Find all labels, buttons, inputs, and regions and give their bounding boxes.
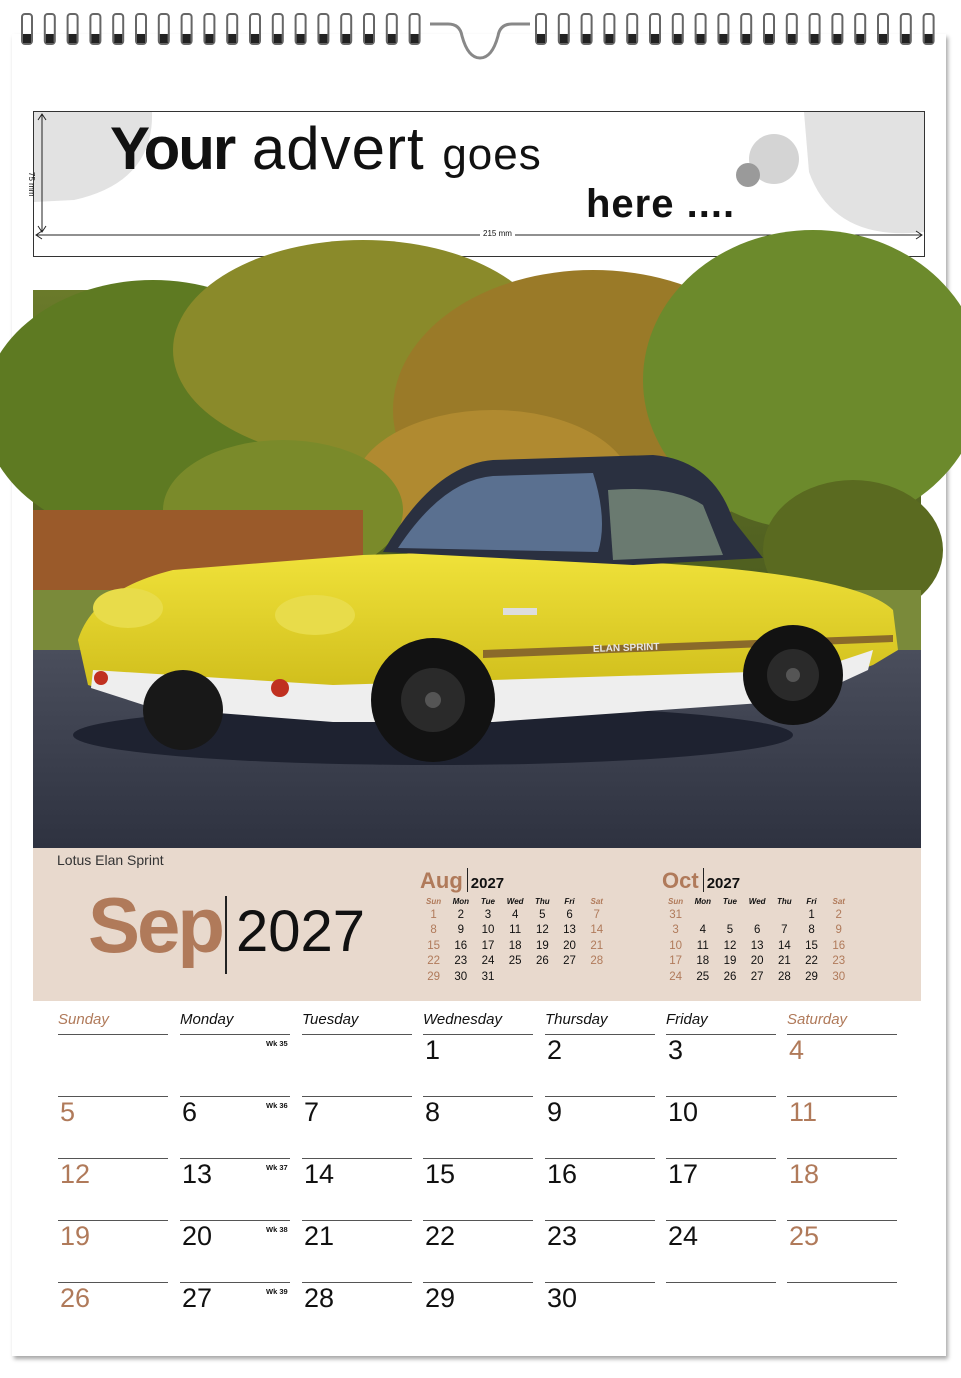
day-cell-divider bbox=[302, 1034, 412, 1035]
day-cell[interactable]: 20 bbox=[182, 1221, 213, 1251]
mini-day: 24 bbox=[481, 955, 495, 968]
mini-next-year: 2027 bbox=[706, 875, 741, 892]
day-cell-divider bbox=[180, 1034, 290, 1035]
weekday-header: Thursday bbox=[545, 1011, 608, 1028]
mini-day-name: Sun bbox=[668, 897, 684, 906]
day-cell[interactable]: 26 bbox=[60, 1283, 91, 1313]
day-cell[interactable]: 25 bbox=[789, 1221, 820, 1251]
week-number: Wk 37 bbox=[266, 1163, 288, 1172]
day-cell[interactable]: 27 bbox=[182, 1283, 213, 1313]
advert-line2: here .... bbox=[586, 182, 736, 226]
mini-day: 11 bbox=[509, 924, 522, 937]
advert-word-advert: advert bbox=[251, 115, 425, 182]
mini-day: 14 bbox=[777, 939, 791, 952]
mini-day: 19 bbox=[535, 939, 549, 952]
mini-day bbox=[771, 908, 798, 923]
mini-day: 16 bbox=[454, 939, 468, 952]
mini-day: 4 bbox=[511, 909, 519, 921]
mini-day: 18 bbox=[696, 955, 710, 968]
mini-day: 17 bbox=[481, 939, 495, 952]
mini-day: 13 bbox=[563, 924, 576, 937]
mini-day: 1 bbox=[430, 909, 437, 921]
mini-day: 10 bbox=[481, 924, 495, 937]
mini-day bbox=[502, 970, 529, 985]
mini-day: 27 bbox=[563, 955, 576, 968]
mini-day: 19 bbox=[723, 955, 737, 968]
mini-day-name: Sat bbox=[832, 897, 845, 906]
advert-width-dimension: 215 mm bbox=[480, 229, 515, 238]
mini-prev-year: 2027 bbox=[470, 875, 505, 892]
week-number: Wk 36 bbox=[266, 1101, 288, 1110]
mini-day: 21 bbox=[777, 955, 791, 968]
day-cell[interactable]: 7 bbox=[304, 1097, 320, 1127]
mini-day: 12 bbox=[723, 939, 737, 952]
mini-day: 13 bbox=[750, 939, 764, 952]
advert-height-dimension: 75 mm bbox=[27, 172, 36, 197]
mini-day: 9 bbox=[835, 924, 842, 937]
mini-day: 25 bbox=[508, 955, 522, 968]
mini-day-name: Mon bbox=[694, 897, 711, 906]
mini-day: 7 bbox=[781, 924, 788, 937]
day-cell-divider bbox=[787, 1282, 897, 1283]
mini-day: 11 bbox=[696, 939, 709, 952]
mini-day: 12 bbox=[535, 924, 549, 937]
week-number: Wk 38 bbox=[266, 1225, 288, 1234]
mini-day: 4 bbox=[699, 924, 706, 937]
mini-day-name: Wed bbox=[748, 897, 766, 906]
day-cell[interactable]: 21 bbox=[304, 1221, 335, 1251]
mini-day-name: Thu bbox=[777, 897, 792, 906]
day-cell[interactable]: 4 bbox=[789, 1035, 805, 1065]
day-cell[interactable]: 24 bbox=[668, 1221, 699, 1251]
mini-prev-month: Aug bbox=[420, 868, 463, 893]
month-separator bbox=[225, 896, 227, 974]
week-number: Wk 39 bbox=[266, 1287, 288, 1296]
mini-day: 10 bbox=[669, 939, 682, 952]
day-cell[interactable]: 12 bbox=[60, 1159, 91, 1189]
mini-day: 26 bbox=[723, 970, 737, 983]
week-number: Wk 35 bbox=[266, 1039, 288, 1048]
mini-day: 20 bbox=[563, 939, 576, 952]
mini-day bbox=[556, 970, 583, 985]
day-cell[interactable]: 3 bbox=[668, 1035, 684, 1065]
day-cell[interactable]: 19 bbox=[60, 1221, 91, 1251]
mini-day: 29 bbox=[427, 970, 440, 983]
mini-day: 8 bbox=[808, 924, 815, 937]
day-cell[interactable]: 1 bbox=[425, 1035, 441, 1065]
mini-next-month: Oct bbox=[662, 868, 699, 893]
mini-day: 14 bbox=[590, 924, 604, 937]
mini-day: 18 bbox=[508, 939, 522, 952]
mini-day bbox=[529, 970, 556, 985]
mini-day: 8 bbox=[430, 924, 437, 937]
mini-day: 16 bbox=[832, 939, 846, 952]
mini-day: 27 bbox=[750, 970, 764, 983]
mini-day: 24 bbox=[669, 970, 682, 983]
day-cell[interactable]: 18 bbox=[789, 1159, 820, 1189]
mini-day-name: Thu bbox=[535, 897, 550, 906]
mini-day: 2 bbox=[457, 909, 464, 921]
day-cell[interactable]: 29 bbox=[425, 1283, 456, 1313]
mini-day-name: Tue bbox=[722, 897, 737, 906]
mini-day: 23 bbox=[832, 955, 846, 968]
advert-word-your: Your bbox=[110, 115, 235, 182]
photo-caption: Lotus Elan Sprint bbox=[57, 852, 164, 868]
mini-day: 23 bbox=[454, 955, 468, 968]
day-cell[interactable]: 5 bbox=[60, 1097, 76, 1127]
mini-day: 6 bbox=[566, 909, 573, 921]
month-year: 2027 bbox=[236, 899, 366, 964]
mini-day: 28 bbox=[590, 955, 604, 968]
mini-day: 15 bbox=[805, 939, 818, 952]
mini-day: 31 bbox=[669, 909, 682, 921]
mini-prev-grid bbox=[420, 895, 610, 985]
spiral-binding bbox=[0, 0, 961, 60]
month-name: Sep bbox=[88, 881, 223, 969]
day-cell-divider bbox=[666, 1282, 776, 1283]
mini-day: 9 bbox=[457, 924, 464, 937]
mini-day bbox=[744, 908, 771, 923]
mini-day: 30 bbox=[454, 970, 468, 983]
mini-day-name: Sun bbox=[426, 897, 442, 906]
weekday-header: Saturday bbox=[787, 1011, 848, 1028]
mini-day: 20 bbox=[750, 955, 764, 968]
mini-day: 3 bbox=[484, 909, 492, 921]
mini-day: 21 bbox=[590, 939, 604, 952]
weekday-header: Sunday bbox=[58, 1011, 109, 1028]
mini-day-name: Fri bbox=[564, 897, 575, 906]
mini-day-name: Sat bbox=[590, 897, 603, 906]
mini-day-name: Wed bbox=[506, 897, 524, 906]
mini-day: 2 bbox=[835, 909, 842, 921]
mini-day: 7 bbox=[593, 909, 600, 921]
car-badge: ELAN SPRINT bbox=[592, 641, 660, 655]
mini-day: 30 bbox=[832, 970, 846, 983]
day-cell[interactable]: 15 bbox=[425, 1159, 456, 1189]
day-cell[interactable]: 13 bbox=[182, 1159, 213, 1189]
weekday-header: Wednesday bbox=[423, 1011, 502, 1028]
day-cell[interactable]: 10 bbox=[668, 1097, 699, 1127]
day-cell[interactable]: 30 bbox=[547, 1283, 578, 1313]
day-cell[interactable]: 16 bbox=[547, 1159, 578, 1189]
day-cell[interactable]: 22 bbox=[425, 1221, 456, 1251]
advert-word-goes: goes bbox=[442, 130, 542, 179]
mini-day-name: Tue bbox=[480, 897, 495, 906]
mini-day: 15 bbox=[427, 939, 440, 952]
mini-day: 22 bbox=[427, 955, 440, 968]
mini-next-grid bbox=[662, 895, 852, 985]
day-cell[interactable]: 14 bbox=[304, 1159, 335, 1189]
day-cell[interactable]: 6 bbox=[182, 1097, 198, 1127]
mini-day: 25 bbox=[696, 970, 710, 983]
day-cell[interactable]: 9 bbox=[547, 1097, 563, 1127]
weekday-header: Monday bbox=[180, 1011, 234, 1028]
mini-day bbox=[583, 970, 610, 985]
car-photo-illustration bbox=[33, 290, 921, 848]
mini-day: 22 bbox=[805, 955, 818, 968]
mini-day: 31 bbox=[481, 970, 495, 983]
mini-day-name: Mon bbox=[452, 897, 469, 906]
day-cell[interactable]: 8 bbox=[425, 1097, 441, 1127]
mini-day: 17 bbox=[669, 955, 682, 968]
weekday-header: Friday bbox=[666, 1011, 708, 1028]
mini-day: 6 bbox=[753, 924, 761, 937]
car-photo bbox=[33, 290, 921, 848]
day-cell[interactable]: 17 bbox=[668, 1159, 699, 1189]
mini-day: 1 bbox=[808, 909, 815, 921]
mini-day: 28 bbox=[777, 970, 791, 983]
mini-day: 29 bbox=[805, 970, 818, 983]
day-cell[interactable]: 28 bbox=[304, 1283, 335, 1313]
mini-day bbox=[716, 908, 743, 923]
mini-day: 5 bbox=[726, 924, 734, 937]
day-cell[interactable]: 23 bbox=[547, 1221, 578, 1251]
mini-day-name: Fri bbox=[806, 897, 817, 906]
mini-day: 3 bbox=[672, 924, 679, 937]
advert-headline bbox=[110, 114, 542, 183]
day-cell[interactable]: 2 bbox=[547, 1035, 563, 1065]
mini-day: 5 bbox=[539, 909, 546, 921]
day-cell[interactable]: 11 bbox=[789, 1097, 818, 1127]
weekday-header: Tuesday bbox=[302, 1011, 359, 1028]
day-cell-divider bbox=[58, 1034, 168, 1035]
mini-day: 26 bbox=[535, 955, 549, 968]
mini-day bbox=[689, 908, 716, 923]
